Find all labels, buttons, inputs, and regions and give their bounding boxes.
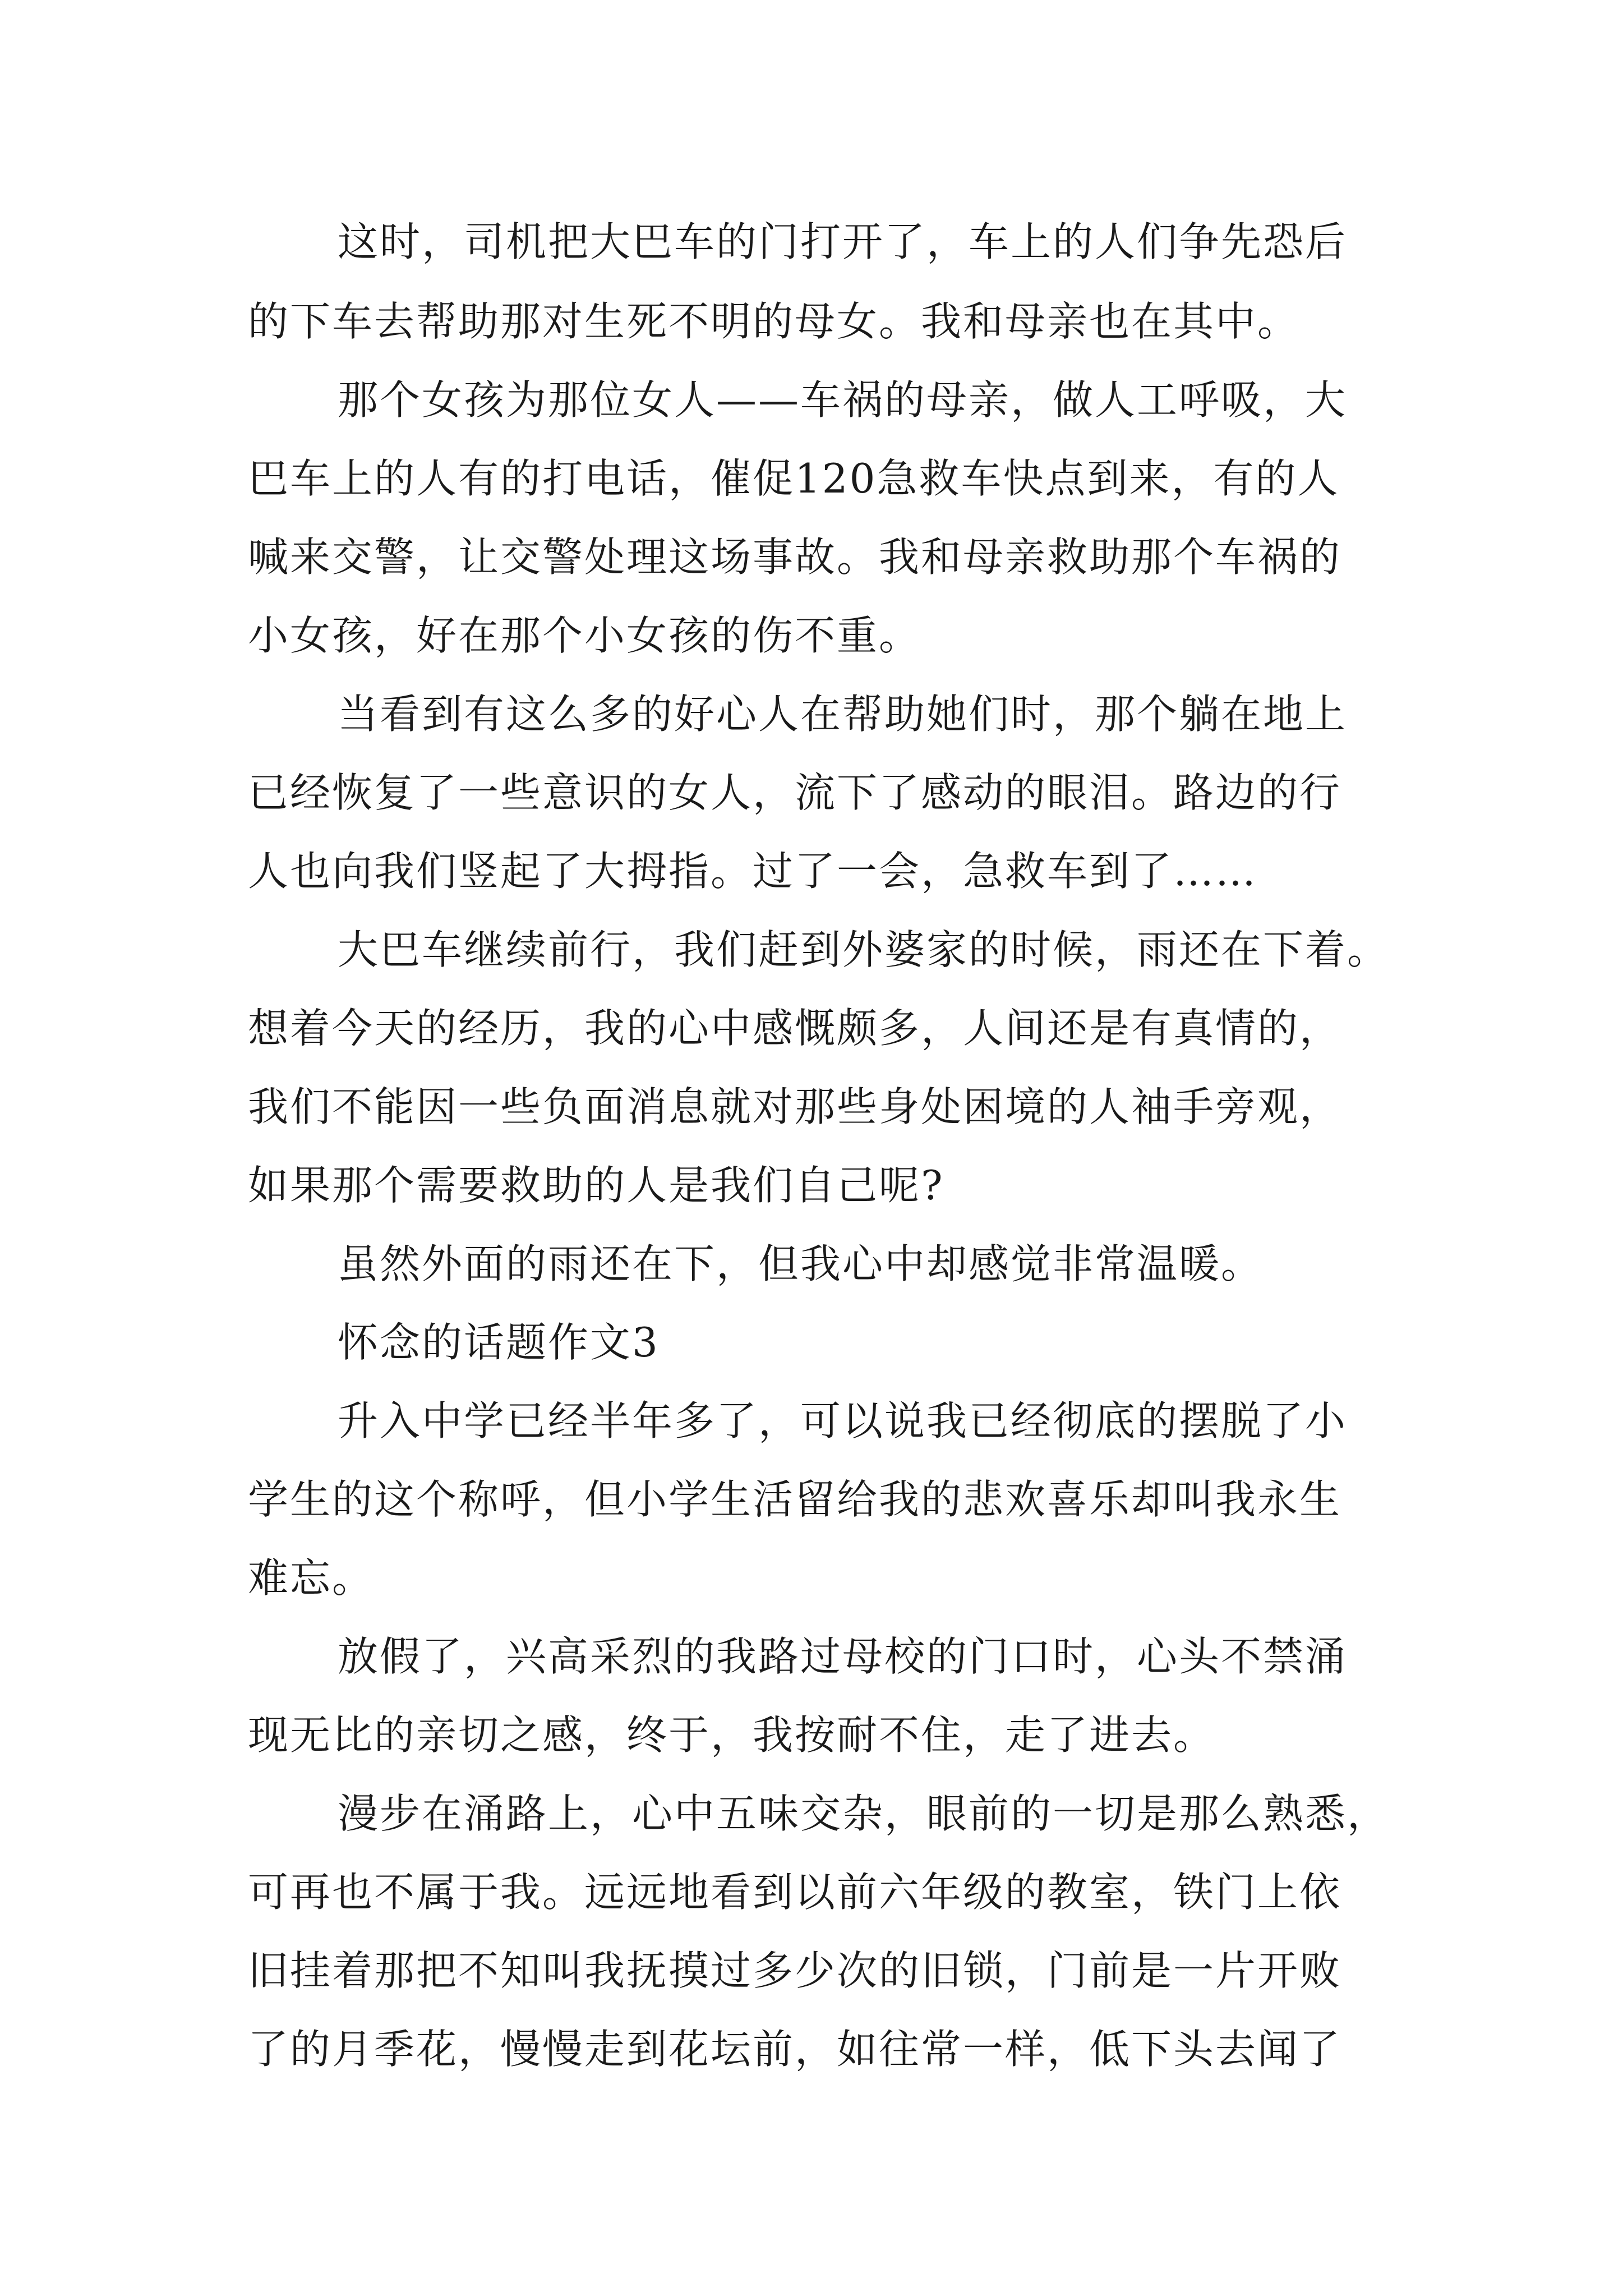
line-23: 旧挂着那把不知叫我抚摸过多少次的旧锁，门前是一片开败 [248, 1947, 1342, 1994]
line-22: 可再也不属于我。远远地看到以前六年级的教室，铁门上依 [248, 1869, 1342, 1916]
line-16: 升入中学已经半年多了，可以说我已经彻底的摆脱了小 [338, 1397, 1348, 1444]
line-6: 小女孩，好在那个小女孩的伤不重。 [248, 612, 921, 659]
line-24: 了的月季花，慢慢走到花坛前，如往常一样，低下头去闻了 [248, 2026, 1342, 2073]
line-1: 这时，司机把大巴车的门打开了，车上的人们争先恐后 [338, 218, 1348, 265]
line-13: 如果那个需要救助的人是我们自己呢? [248, 1162, 944, 1209]
line-10: 大巴车继续前行，我们赶到外婆家的时候，雨还在下着。 [338, 926, 1390, 973]
line-5: 喊来交警，让交警处理这场事故。我和母亲救助那个车祸的 [248, 533, 1342, 581]
line-12: 我们不能因一些负面消息就对那些身处困境的人袖手旁观， [248, 1083, 1342, 1130]
line-19: 放假了，兴高采烈的我路过母校的门口时，心头不禁涌 [338, 1633, 1348, 1680]
section-heading: 怀念的话题作文3 [338, 1319, 660, 1366]
line-11: 想着今天的经历，我的心中感慨颇多，人间还是有真情的， [248, 1005, 1342, 1052]
line-3: 那个女孩为那位女人——车祸的母亲，做人工呼吸，大 [338, 376, 1348, 424]
line-20: 现无比的亲切之感，终于，我按耐不住，走了进去。 [248, 1711, 1216, 1759]
line-7: 当看到有这么多的好心人在帮助她们时，那个躺在地上 [338, 691, 1348, 738]
line-2: 的下车去帮助那对生死不明的母女。我和母亲也在其中。 [248, 298, 1300, 345]
line-17: 学生的这个称呼，但小学生活留给我的悲欢喜乐却叫我永生 [248, 1476, 1342, 1523]
line-21: 漫步在涌路上，心中五味交杂，眼前的一切是那么熟悉， [338, 1790, 1390, 1837]
line-4: 巴车上的人有的打电话，催促120急救车快点到来，有的人 [248, 455, 1340, 502]
line-14: 虽然外面的雨还在下，但我心中却感觉非常温暖。 [338, 1240, 1264, 1287]
line-9: 人也向我们竖起了大拇指。过了一会，急救车到了…… [248, 848, 1258, 895]
line-18: 难忘。 [248, 1554, 375, 1602]
line-8: 已经恢复了一些意识的女人，流下了感动的眼泪。路边的行 [248, 769, 1342, 816]
